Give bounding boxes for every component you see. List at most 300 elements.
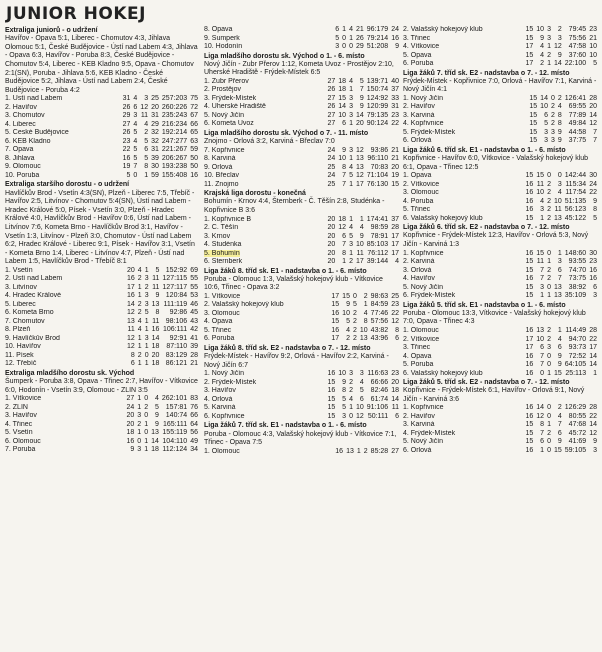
stat-cell: 4 bbox=[137, 317, 142, 325]
stat-cell: 4 bbox=[144, 120, 149, 128]
team-label: 1. Olomouc bbox=[403, 327, 439, 335]
stat-cell: 5 bbox=[359, 77, 364, 85]
stat-cell: 3 bbox=[144, 300, 149, 308]
stat-cell: 6 bbox=[395, 335, 399, 343]
stat-cell: 15 bbox=[536, 249, 545, 257]
stat-cell: 26 bbox=[122, 103, 131, 111]
results-text: Poruba - Olomouc 1:3, Valašský hokejový klub - Vítkovice 10:6, Třinec - Opava 3:2 bbox=[204, 275, 383, 292]
stat-cell: 15 bbox=[525, 429, 534, 437]
stat-cell: 4 bbox=[133, 137, 138, 145]
stat-cell: 15 bbox=[536, 172, 545, 180]
stat-cell: 24 bbox=[327, 155, 336, 163]
team-label: 1. Nový Jičín bbox=[204, 370, 245, 378]
team-name bbox=[403, 327, 522, 336]
stat-cell: 9 bbox=[557, 51, 562, 59]
stat-cell: 31 bbox=[151, 112, 159, 120]
table-row bbox=[403, 60, 597, 69]
team-label: 1. Vítkovice bbox=[204, 292, 241, 300]
stat-cell: 1 bbox=[144, 420, 149, 428]
stat-cell: 22 bbox=[589, 412, 597, 420]
stat-cell: 4 bbox=[557, 412, 562, 420]
results-text: Kopřivnice - Havířov 6:0, Vítkovice - Valašský hokejový klub 6:1, Opava - Třinec 12:5 bbox=[403, 155, 589, 171]
stat-cell: 126:29 bbox=[564, 404, 587, 412]
team-name bbox=[204, 43, 332, 52]
team-name bbox=[403, 43, 522, 52]
stat-cell: 55 bbox=[190, 275, 198, 283]
stat-cell: 20 bbox=[355, 120, 364, 128]
stat-cell: 70:83 bbox=[370, 163, 389, 171]
team-label: 5. Poruba bbox=[403, 361, 434, 369]
stat-cell: 2 bbox=[550, 103, 555, 111]
team-label: 5. Vsetín bbox=[5, 429, 33, 437]
stat-cell: 2 bbox=[547, 189, 551, 197]
stat-cell: 80:55 bbox=[568, 412, 587, 420]
team-name bbox=[403, 430, 522, 439]
section-header: Liga mladšího dorostu sk. Východ o 7. - 11. místo bbox=[204, 129, 369, 137]
team-name bbox=[204, 310, 328, 319]
stat-cell: 72 bbox=[190, 103, 198, 111]
stat-cell: 0 bbox=[547, 412, 551, 420]
stat-cell: 27 bbox=[122, 120, 131, 128]
column-1 bbox=[5, 26, 198, 455]
stat-cell: 26 bbox=[355, 34, 364, 42]
team-label: 7. Opava bbox=[5, 146, 34, 154]
stat-cell: 83 bbox=[190, 395, 198, 403]
team-label: 11. Znojmo bbox=[204, 180, 239, 188]
stat-cell: 8 bbox=[144, 163, 149, 171]
table-row bbox=[204, 310, 399, 319]
table-row bbox=[204, 155, 399, 164]
stat-cell: 20 bbox=[327, 241, 336, 249]
stat-cell: 22 bbox=[391, 309, 399, 317]
stat-cell: 17 bbox=[525, 60, 534, 67]
section-header: Krajská liga dorostu - konečná bbox=[204, 190, 306, 198]
stat-cell: 23 bbox=[391, 111, 399, 119]
stat-cell: 15 bbox=[525, 421, 534, 429]
stat-cell: 17 bbox=[589, 344, 597, 352]
team-name bbox=[204, 370, 324, 379]
team-label: 6. Kometa Uvoz bbox=[204, 120, 254, 128]
stat-cell: 18 bbox=[151, 446, 159, 454]
stat-cell: 9 bbox=[557, 137, 562, 145]
stat-cell: 14 bbox=[127, 300, 135, 308]
section-header: Liga žáků 8. tříd sk. E2 - nadstavba o 7. - 12. místo bbox=[204, 344, 371, 352]
team-name bbox=[204, 155, 324, 164]
results-text: Havlíčkův Brod - Vsetín 4:3(SN), Plzeň - Liberec 7:5, Třebíč - Havířov 2:5, Litvínov - Chomutov 5:4(SN), Ústí nad Labem - Hradec Králové 5:0, Písek - Vsetín 3:0, Plzeň - Hradec Králové 4:0, Havlíčkův Brod - Havířov 0:6, Ústí nad Labem - Litvínov 7:6, Kometa Brno - Havlíčkův Brod 3:1, Havířov - Vsetín 1:3, Litvínov - Plzeň 3:0, Chomutov - Ústí nad Labem 6:2, Hradec Králové - Liberec 9:1, Písek - Havířov 3:1, Vsetín - Kometa Brno 1:4, Liberec - Litvínov 4:7, Plzeň - Ústí nad Labem 1:5, Havlíčkův Brod - Třebíč 8:1 bbox=[5, 189, 195, 266]
stat-cell: 15 bbox=[529, 120, 538, 128]
table-row bbox=[204, 103, 399, 112]
stat-cell: 3 bbox=[544, 128, 548, 136]
table-row bbox=[403, 413, 597, 422]
stat-cell: 22 bbox=[391, 120, 399, 128]
stat-cell: 24 bbox=[589, 180, 597, 188]
stat-cell: 13 bbox=[359, 335, 368, 343]
stat-cell: 4 bbox=[359, 224, 364, 232]
team-name bbox=[403, 353, 522, 362]
stat-cell: 4 bbox=[349, 224, 353, 232]
team-name bbox=[403, 206, 522, 215]
team-label: 6. Olomouc bbox=[5, 437, 41, 445]
team-name bbox=[204, 224, 324, 233]
stat-cell: 9 bbox=[593, 197, 597, 205]
stat-cell: 15 bbox=[525, 214, 534, 222]
stat-cell: 59 bbox=[151, 171, 159, 179]
team-name bbox=[5, 129, 120, 138]
team-label: 2. ZLIN bbox=[5, 403, 28, 411]
team-label: 4. Liberec bbox=[5, 120, 36, 128]
stat-cell: 11 bbox=[140, 112, 149, 120]
stat-cell: 16 bbox=[525, 189, 534, 197]
stat-cell: 0 bbox=[547, 404, 551, 412]
team-name bbox=[204, 103, 324, 112]
stat-cell: 4 bbox=[359, 378, 364, 386]
stat-cell: 96:110 bbox=[367, 155, 389, 163]
stat-cell: 0 bbox=[342, 43, 347, 50]
team-label: 1. Olomouc bbox=[204, 447, 240, 455]
stat-cell: 16 bbox=[525, 352, 534, 360]
stat-cell: 14 bbox=[151, 334, 160, 342]
stat-cell: 13 bbox=[151, 300, 160, 308]
stat-cell: 1 bbox=[144, 437, 149, 445]
team-name bbox=[204, 120, 324, 129]
table-row bbox=[5, 421, 198, 430]
team-name bbox=[204, 181, 324, 190]
section-header: Liga žáků 5. tříd sk. E1 - nadstavba o 1. - 6. místo bbox=[403, 301, 566, 309]
stat-cell: 27 bbox=[327, 120, 336, 128]
stat-cell: 15 bbox=[525, 438, 534, 446]
table-row bbox=[5, 438, 198, 447]
results-text: Bohumín - Krnov 4:4, Šternberk - Č. Těšín 2:8, Studénka - Kopřivnice B 3:6 bbox=[204, 198, 385, 214]
stat-cell: 18 bbox=[391, 387, 399, 395]
team-label: 7. Chomutov bbox=[5, 317, 45, 325]
standings-table bbox=[204, 293, 399, 344]
stat-cell: 85:28 bbox=[370, 447, 389, 455]
table-row bbox=[5, 395, 198, 404]
stat-cell: 16 bbox=[391, 34, 399, 42]
stat-cell: 3 bbox=[342, 412, 347, 420]
table-row bbox=[5, 172, 198, 181]
stat-cell: 1 bbox=[547, 292, 551, 300]
team-label: 7. Poruba bbox=[5, 446, 36, 454]
stat-cell: 0 bbox=[349, 412, 353, 420]
team-name bbox=[204, 258, 324, 267]
stat-cell: 17 bbox=[525, 43, 534, 50]
stat-cell: 11 bbox=[536, 180, 545, 188]
team-label: 1. Nový Jičín bbox=[403, 94, 444, 102]
team-label: 5. Opava bbox=[403, 51, 432, 59]
team-label: 5. Nový Jičín bbox=[403, 438, 444, 446]
stat-cell: 2 bbox=[137, 309, 142, 317]
stat-cell: 50 bbox=[190, 163, 198, 171]
table-row bbox=[204, 35, 399, 44]
stat-cell: 47:68 bbox=[568, 421, 587, 429]
team-label: 4. Poruba bbox=[403, 197, 434, 205]
stat-cell: 1 bbox=[349, 249, 353, 257]
stat-cell: 1 bbox=[137, 343, 142, 351]
stat-cell: 49 bbox=[190, 437, 198, 445]
results-text: Havířov - Opava 5:1, Liberec - Chomutov 4:3, Jihlava Olomouc 5:1, České Budějovice - Ústí nad Labem 4:3, Jihlava - Opava 6:3, Havířov - Poruba 8:3, České Budějovice - Chomutov 5:4, Liberec - KEB Kladno 9:5, Opava - Chomutov 2:1(SN), Poruba - Jihlava 5:6, KEB Kladno - České Budějovice 5:2, Jihlava - Ústí nad Labem 2:4, České Budějovice - Poruba 4:2 bbox=[5, 35, 198, 94]
team-label: 4. Frýdek-Místek bbox=[403, 429, 456, 437]
table-row bbox=[5, 301, 198, 310]
team-label: 3. Krnov bbox=[204, 232, 231, 240]
stat-cell: 152:92 bbox=[165, 266, 188, 274]
team-label: 4. Kopřivnice bbox=[403, 120, 444, 128]
table-row bbox=[403, 327, 597, 336]
stat-cell: 12 bbox=[338, 224, 347, 232]
stat-cell: 14 bbox=[589, 111, 597, 119]
stat-cell: 93:86 bbox=[370, 146, 389, 154]
stat-cell: 0 bbox=[547, 361, 551, 369]
stat-cell: 206:267 bbox=[161, 154, 188, 162]
stat-cell: 13 bbox=[355, 163, 364, 171]
stat-cell: 8 bbox=[557, 120, 562, 128]
table-row bbox=[204, 224, 399, 233]
stat-cell: 9 bbox=[557, 352, 562, 360]
stat-cell: 9 bbox=[155, 292, 160, 300]
table-row bbox=[403, 198, 597, 207]
stat-cell: 16 bbox=[122, 154, 131, 162]
stat-cell: 9 bbox=[540, 34, 545, 42]
stat-cell: 7 bbox=[557, 275, 562, 283]
table-row bbox=[5, 112, 198, 121]
stat-cell: 23 bbox=[589, 258, 597, 266]
stat-cell: 38:92 bbox=[568, 283, 587, 291]
stat-cell: 257:203 bbox=[161, 95, 188, 103]
stat-cell: 117:54 bbox=[565, 189, 587, 197]
stat-cell: 79:135 bbox=[366, 111, 389, 119]
stat-cell: 9 bbox=[130, 446, 135, 454]
team-name bbox=[403, 361, 522, 370]
stat-cell: 2 bbox=[547, 335, 551, 343]
stat-cell: 8 bbox=[395, 326, 399, 334]
column-3 bbox=[403, 26, 597, 455]
stat-cell: 2 bbox=[547, 266, 551, 274]
stat-cell: 63 bbox=[190, 137, 198, 145]
stat-cell: 1 bbox=[547, 43, 551, 50]
section-header: Liga žáků 7. tříd sk. E2 - nadstavba o 7. - 12. místo bbox=[403, 69, 570, 77]
stat-cell: 79:214 bbox=[366, 34, 389, 42]
results-text: Poruba - Olomouc 13:3, Vítkovice - Valašský hokejový klub 7:0, Opava - Třinec 4:3 bbox=[403, 309, 586, 326]
stat-cell: 16 bbox=[525, 412, 534, 420]
stat-cell: 45:122 bbox=[564, 214, 587, 222]
stat-cell: 7 bbox=[342, 241, 347, 249]
stat-cell: 1 bbox=[137, 360, 142, 368]
table-row bbox=[403, 43, 597, 52]
stat-cell: 3 bbox=[550, 137, 555, 145]
stat-cell: 2 bbox=[547, 327, 551, 335]
stat-cell: 3 bbox=[349, 370, 353, 378]
section-header: Liga žáků 7. tříd sk. E1 - nadstavba o 1. - 6. místo bbox=[204, 422, 367, 430]
stat-cell: 15 bbox=[331, 318, 340, 326]
stat-cell: 193:238 bbox=[161, 163, 188, 171]
stat-cell: 6 bbox=[359, 395, 364, 403]
stat-cell: 40 bbox=[391, 77, 399, 85]
stat-cell: 17 bbox=[525, 335, 534, 343]
stat-cell: 3 bbox=[335, 43, 340, 50]
stat-cell: 1 bbox=[144, 326, 149, 334]
table-row bbox=[204, 181, 399, 190]
stat-cell: 7 bbox=[540, 266, 545, 274]
stat-cell: 216:234 bbox=[161, 120, 188, 128]
stat-cell: 1 bbox=[356, 447, 361, 455]
stat-cell: 66 bbox=[190, 412, 198, 420]
team-name bbox=[5, 146, 120, 155]
stat-cell: 8 bbox=[540, 421, 545, 429]
stat-cell: 37 bbox=[391, 215, 399, 223]
stat-cell: 1 bbox=[137, 429, 142, 437]
team-label: 2. Havířov bbox=[403, 103, 435, 111]
stat-cell: 24 bbox=[126, 403, 135, 411]
stat-cell: 7 bbox=[540, 361, 545, 369]
team-label: 8. Karviná bbox=[204, 155, 236, 163]
stat-cell: 16 bbox=[525, 446, 534, 454]
team-name bbox=[204, 301, 328, 310]
team-name bbox=[5, 95, 120, 104]
stat-cell: 12 bbox=[355, 412, 364, 420]
stat-cell: 11 bbox=[391, 404, 399, 412]
stat-cell: 7 bbox=[342, 180, 347, 188]
team-label: 5. Frýdek-Místek bbox=[403, 128, 456, 136]
stat-cell: 120:84 bbox=[165, 292, 188, 300]
stat-cell: 1 bbox=[540, 446, 545, 454]
team-label: 7. Kopřivnice bbox=[204, 146, 245, 154]
stat-cell: 32 bbox=[151, 129, 159, 137]
team-label: 1. Kopřivnice B bbox=[204, 215, 252, 223]
table-row bbox=[204, 327, 399, 336]
stat-cell: 25 bbox=[327, 180, 336, 188]
stat-cell: 2 bbox=[547, 429, 551, 437]
stat-cell: 2 bbox=[144, 129, 149, 137]
stat-cell: 114:49 bbox=[565, 327, 587, 335]
team-name bbox=[403, 292, 522, 301]
stat-cell: 45 bbox=[190, 309, 198, 317]
stat-cell: 29 bbox=[151, 120, 159, 128]
team-label: 1. Zubr Přerov bbox=[204, 77, 249, 85]
table-row bbox=[403, 447, 597, 456]
team-label: 9. Havlíčkův Brod bbox=[5, 334, 60, 342]
team-label: 3. Olomouc bbox=[204, 309, 240, 317]
table-row bbox=[403, 181, 597, 190]
stat-cell: 18 bbox=[126, 429, 135, 437]
stat-cell: 64:105 bbox=[564, 361, 587, 369]
stat-cell: 94:70 bbox=[568, 335, 587, 343]
stat-cell: 4 bbox=[349, 77, 353, 85]
team-label: 8. Plzeň bbox=[5, 326, 31, 334]
stat-cell: 1 bbox=[137, 395, 142, 403]
team-label: 11. Písek bbox=[5, 351, 34, 359]
stat-cell: 20 bbox=[327, 224, 336, 232]
stat-cell: 98:63 bbox=[370, 292, 389, 300]
stat-cell: 39 bbox=[190, 343, 198, 351]
stat-cell: 15 bbox=[553, 446, 562, 454]
stat-cell: 16 bbox=[525, 404, 534, 412]
stat-cell: 24 bbox=[391, 26, 399, 33]
stat-cell: 96:179 bbox=[366, 26, 389, 33]
team-name bbox=[403, 60, 522, 69]
stat-cell: 5 bbox=[133, 146, 138, 154]
stat-cell: 3 bbox=[547, 26, 551, 33]
table-row bbox=[204, 120, 399, 129]
team-label: 2. Valašský hokejový klub bbox=[403, 26, 483, 33]
table-row bbox=[204, 95, 399, 104]
team-label: 2. Havířov bbox=[403, 412, 435, 420]
table-row bbox=[5, 335, 198, 344]
standings-table bbox=[5, 267, 198, 369]
stat-cell: 18 bbox=[151, 343, 160, 351]
stat-cell: 6 bbox=[342, 232, 347, 240]
standings-table bbox=[204, 26, 399, 52]
table-row bbox=[403, 267, 597, 276]
stat-cell: 20 bbox=[391, 378, 399, 386]
team-name bbox=[5, 121, 120, 130]
team-label: 10. Poruba bbox=[5, 171, 40, 179]
team-name bbox=[5, 404, 123, 413]
stat-cell: 7 bbox=[359, 86, 364, 94]
stat-cell: 1 bbox=[137, 292, 142, 300]
stat-cell: 2 bbox=[547, 180, 551, 188]
stat-cell: 77:89 bbox=[568, 111, 587, 119]
table-row bbox=[204, 241, 399, 250]
stat-cell: 15 bbox=[525, 172, 534, 180]
stat-cell: 1 bbox=[349, 180, 353, 188]
team-label: 2. Valašský hokejový klub bbox=[204, 301, 284, 309]
stat-cell: 27 bbox=[327, 94, 336, 102]
team-name bbox=[5, 318, 124, 327]
stat-cell: 127:117 bbox=[162, 283, 188, 291]
team-name bbox=[204, 379, 324, 388]
stat-cell: 2 bbox=[363, 447, 368, 455]
stat-cell: 10 bbox=[589, 43, 597, 50]
stat-cell: 9 bbox=[359, 232, 364, 240]
stat-cell: 17 bbox=[525, 344, 534, 352]
stat-cell: 17 bbox=[331, 335, 340, 343]
stat-cell: 6 bbox=[544, 111, 548, 119]
stat-cell: 15 bbox=[327, 378, 336, 386]
stat-cell: 16 bbox=[335, 447, 344, 455]
team-label: 2. Karviná bbox=[403, 258, 435, 266]
table-row bbox=[403, 215, 597, 224]
stat-cell: 2 bbox=[349, 258, 353, 266]
stat-cell: 6 bbox=[342, 120, 347, 128]
section-header: Liga žáků 8. tříd sk. E1 - nadstavba o 1. - 6. místo bbox=[204, 267, 367, 275]
team-name bbox=[204, 112, 324, 121]
stat-cell: 43:82 bbox=[370, 326, 389, 334]
table-row bbox=[5, 129, 198, 138]
table-row bbox=[204, 26, 399, 35]
stat-cell: 26 bbox=[327, 103, 336, 111]
table-row bbox=[403, 438, 597, 447]
stat-cell: 14 bbox=[338, 103, 347, 111]
stat-cell: 6 bbox=[557, 266, 562, 274]
stat-cell: 6 bbox=[335, 26, 340, 33]
stat-cell: 15 bbox=[529, 94, 538, 102]
stat-cell: 12 bbox=[140, 103, 149, 111]
team-label: 1. Vítkovice bbox=[5, 395, 42, 403]
stat-cell: 12 bbox=[127, 334, 135, 342]
stat-cell: 21 bbox=[391, 146, 399, 154]
stat-cell: 13 bbox=[553, 214, 562, 222]
stat-cell: 111:119 bbox=[163, 300, 188, 308]
stat-cell: 16 bbox=[327, 387, 336, 395]
team-name bbox=[5, 284, 124, 293]
stat-cell: 26 bbox=[327, 86, 336, 94]
team-label: 6. Frýdek-Místek bbox=[403, 292, 456, 300]
team-name bbox=[403, 336, 522, 345]
stat-cell: 1 bbox=[349, 34, 353, 42]
results-text: Nový Jičín - Zubr Přerov 1:12, Kometa Uvoz - Prostějov 2:10, Uherské Hradiště - Frýdek-Místek 6:5 bbox=[204, 60, 394, 77]
stat-cell: 92:86 bbox=[169, 309, 188, 317]
stat-cell: 10 bbox=[338, 370, 347, 378]
